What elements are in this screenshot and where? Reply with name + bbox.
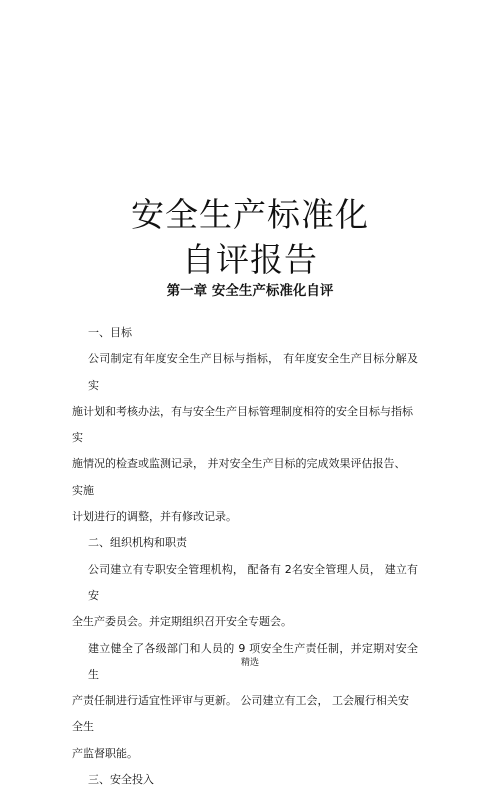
paragraph-line: 计划进行的调整，并有修改记录。 (72, 510, 237, 524)
paragraph-line: 施情况的检查或监测记录， 并对安全生产目标的完成效果评估报告、 实施 (72, 457, 406, 497)
section-heading-investment: 三、安全投入 (88, 773, 154, 787)
paragraph-line: 公司制定有年度安全生产目标与指标， 有年度安全生产目标分解及实 (88, 352, 418, 392)
page-footer: 精选 (240, 658, 259, 668)
paragraph-line: 公司建立有专职安全管理机构， 配备有 2名安全管理人员， 建立有安 (88, 562, 418, 602)
section-heading-organization: 二、组织机构和职责 (88, 536, 187, 550)
document-title-line-1: 安全生产标准化 (131, 195, 369, 234)
document-title-line-2: 自评报告 (182, 240, 318, 279)
chapter-title: 第一章 安全生产标准化自评 (166, 283, 334, 299)
paragraph-line: 产监督职能。 (72, 746, 138, 760)
section-heading-goals: 一、目标 (88, 326, 132, 339)
paragraph-line: 施计划和考核办法，有与安全生产目标管理制度相符的安全目标与指标实 (72, 404, 413, 445)
document-body (72, 320, 418, 793)
paragraph-line: 产责任制进行适宜性评审与更新。 公司建立有工会， 工会履行相关安全生 (72, 694, 409, 734)
paragraph-line: 全生产委员会。并定期组织召开安全专题会。 (72, 615, 292, 629)
paragraph-line: 建立健全了各级部门和人员的 9 项安全生产责任制，并定期对安全生 (88, 641, 418, 681)
